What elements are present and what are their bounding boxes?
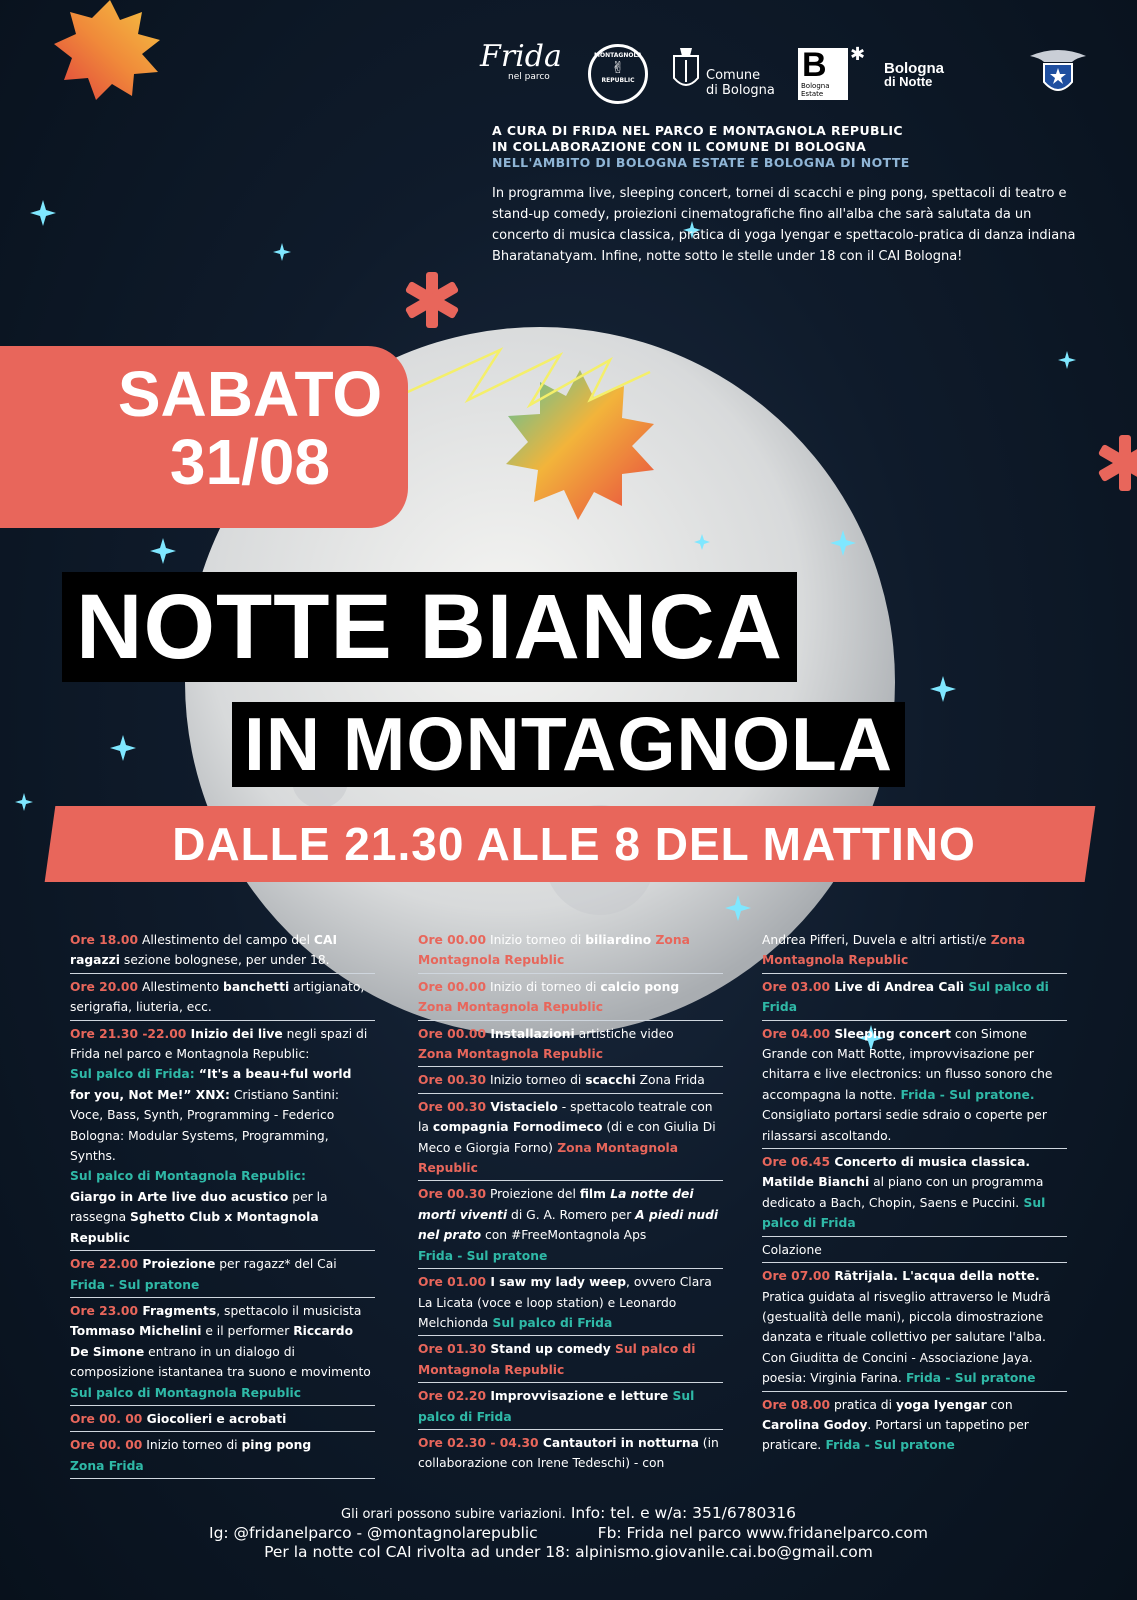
program-entry: Ore 01.30 Stand up comedy Sul palco di Montagnola Republic (418, 1339, 723, 1383)
program-entry: Ore 08.00 pratica di yoga Iyengar con Carolina Godoy. Portarsi un tappetino per praticare. Frida - Sul pratone (762, 1397, 1029, 1453)
asterisk-icon: ✱ (850, 44, 866, 65)
footer-line-2: Ig: @fridanelparco - @montagnolarepublic Fb: Frida nel parco www.fridanelparco.com (209, 1524, 928, 1542)
program-entry: Ore 21.30 -22.00 Inizio dei live negli spazi di Frida nel parco e Montagnola Republic: Sul palco di Frida: “It's a beau+ful world for you, Not Me!” XNX: Cristiano Santini: Voce, Bass, Synth, Programming - Federico Bologna: Modular Systems, Programming, Synths. Sul palco di Montagnola Republic: Giargo in Arte live duo acustico per la rassegna Sghetto Club x Montagnola Republic (70, 1024, 375, 1251)
collaboration-line: IN COLLABORAZIONE CON IL COMUNE DI BOLOGNA (492, 139, 867, 154)
title-line-2: IN MONTAGNOLA (232, 702, 905, 787)
cai-logo (1028, 46, 1088, 106)
program-entry: Ore 01.00 I saw my lady weep, ovvero Clara La Licata (voce e loop station) e Leonardo Melchionda Sul palco di Frida (418, 1272, 723, 1336)
program-entry: Ore 18.00 Allestimento del campo del CAI ragazzi sezione bolognese, per under 18. (70, 930, 375, 974)
event-date (100, 360, 400, 496)
program-entry: Colazione (762, 1240, 1067, 1263)
comune-bologna-logo (670, 46, 702, 100)
program-column-2 (418, 930, 723, 1479)
program-entry: Ore 06.45 Concerto di musica classica. Matilde Bianchi al piano con un programma dedicato a Bach, Chopin, Saens e Puccini. Sul palco di Frida (762, 1152, 1067, 1237)
intro-paragraph: In programma live, sleeping concert, tornei di scacchi e ping pong, spettacoli di teatro e stand-up comedy, proiezioni cinematografiche fino all'alba che sarà salutata da un concerto di musica classica, pratica di yoga Iyengar e spettacolo-pratica di danza indiana Bharatanatyam. Infine, notte sotto le stelle under 18 con il CAI Bologna! (492, 186, 1076, 264)
event-date-number: 31/08 (169, 426, 331, 498)
program-entry: Ore 00.30 Vistacielo - spettacolo teatrale con la compagnia Fornodimeco (di e con Giulia Di Meco e Giorgia Forno) Zona Montagnola Republic (418, 1097, 723, 1182)
coat-of-arms-icon (670, 46, 702, 96)
asterisk-shape-right (1098, 435, 1137, 491)
event-day: SABATO (117, 358, 383, 430)
program-entry: Andrea Pifferi, Duvela e altri artisti/e Zona Montagnola Republic (762, 930, 1067, 974)
curated-by-line: A CURA DI FRIDA NEL PARCO E MONTAGNOLA REPUBLIC (492, 123, 903, 138)
intro-block (492, 123, 1092, 267)
program-column-1 (70, 930, 375, 1482)
asterisk-shape (405, 272, 459, 328)
program-entry: Ore 02.30 - 04.30 Cantautori in notturna (in collaborazione con Irene Tedeschi) - con (418, 1435, 719, 1471)
footer (0, 1504, 1137, 1562)
bologna-di-notte-logo: Bologna di Notte (884, 60, 944, 89)
partner-logos (480, 39, 1100, 112)
program-entry: Ore 22.00 Proiezione per ragazz* del Cai Frida - Sul pratone (70, 1254, 375, 1298)
program-entry: Ore 00.00 Installazioni artistiche video Zona Montagnola Republic (418, 1024, 723, 1068)
program-entry: Ore 00. 00 Giocolieri e acrobati (70, 1409, 375, 1432)
footer-line-3: Per la notte col CAI rivolta ad under 18: alpinismo.giovanile.cai.bo@gmail.com (264, 1543, 873, 1561)
program-entry: Ore 07.00 Rātrijala. L'acqua della notte. Pratica guidata al risveglio attraverso le Mudrā (gestualità delle mani), piccola dimostrazione danzata e rituale collettivo per salutare l'alba. Con Giuditta de Concini - Associazione Jaya. poesia: Virginia Farina. Frida - Sul pratone (762, 1266, 1067, 1391)
program-entry: Ore 20.00 Allestimento banchetti artigianato, serigrafia, liuteria, ecc. (70, 977, 375, 1021)
frida-logo: Frida nel parco (480, 39, 562, 82)
hours-text: DALLE 21.30 ALLE 8 DEL MATTINO (172, 818, 976, 870)
program-entry: Ore 03.00 Live di Andrea Calì Sul palco di Frida (762, 977, 1067, 1021)
program-entry: Ore 00. 00 Inizio torneo di ping pong Zona Frida (70, 1435, 375, 1479)
program-entry: Ore 02.20 Improvvisazione e letture Sul palco di Frida (418, 1386, 723, 1430)
starburst-top-left (54, 0, 160, 100)
bologna-estate-logo: B Bologna Estate (798, 48, 848, 100)
program-entry: Ore 23.00 Fragments, spettacolo il musicista Tommaso Michelini e il performer Riccardo De Simone entrano in un dialogo di composizione istantanea tra suono e movimento Sul palco di Montagnola Republic (70, 1301, 375, 1406)
footer-line-1: Gli orari possono subire variazioni. Info: tel. e w/a: 351/6780316 (341, 1504, 796, 1522)
program-entry: Ore 00.00 Inizio torneo di biliardino Zona Montagnola Republic (418, 930, 723, 974)
program-entry: Ore 00.30 Inizio torneo di scacchi Zona Frida (418, 1070, 723, 1093)
program-entry: Ore 04.00 Sleeping concert con Simone Grande con Matt Rotte, improvvisazione per chitarra e live electronics: un flusso sonoro che accompagna la notte. Frida - Sul pratone. Consigliato portarsi sedie sdraio o coperte per rilassarsi ascoltando. (762, 1024, 1067, 1149)
comune-bologna-text: Comune di Bologna (706, 68, 775, 98)
title-line-1: NOTTE BIANCA (62, 572, 797, 682)
program-entry: Ore 00.30 Proiezione del film La notte dei morti viventi di G. A. Romero per A piedi nudi nel prato con #FreeMontagnola Aps Frida - Sul pratone (418, 1184, 723, 1269)
montagnola-republic-logo: MONTAGNOLA ✌ REPUBLIC (588, 44, 648, 104)
program-column-3 (762, 930, 1067, 1461)
cai-eagle-shield-icon (1028, 46, 1088, 102)
hand-icon: ✌ (611, 58, 625, 77)
program-entry: Ore 00.00 Inizio di torneo di calcio pong Zona Montagnola Republic (418, 977, 723, 1021)
context-line: NELL'AMBITO DI BOLOGNA ESTATE E BOLOGNA DI NOTTE (492, 155, 910, 170)
